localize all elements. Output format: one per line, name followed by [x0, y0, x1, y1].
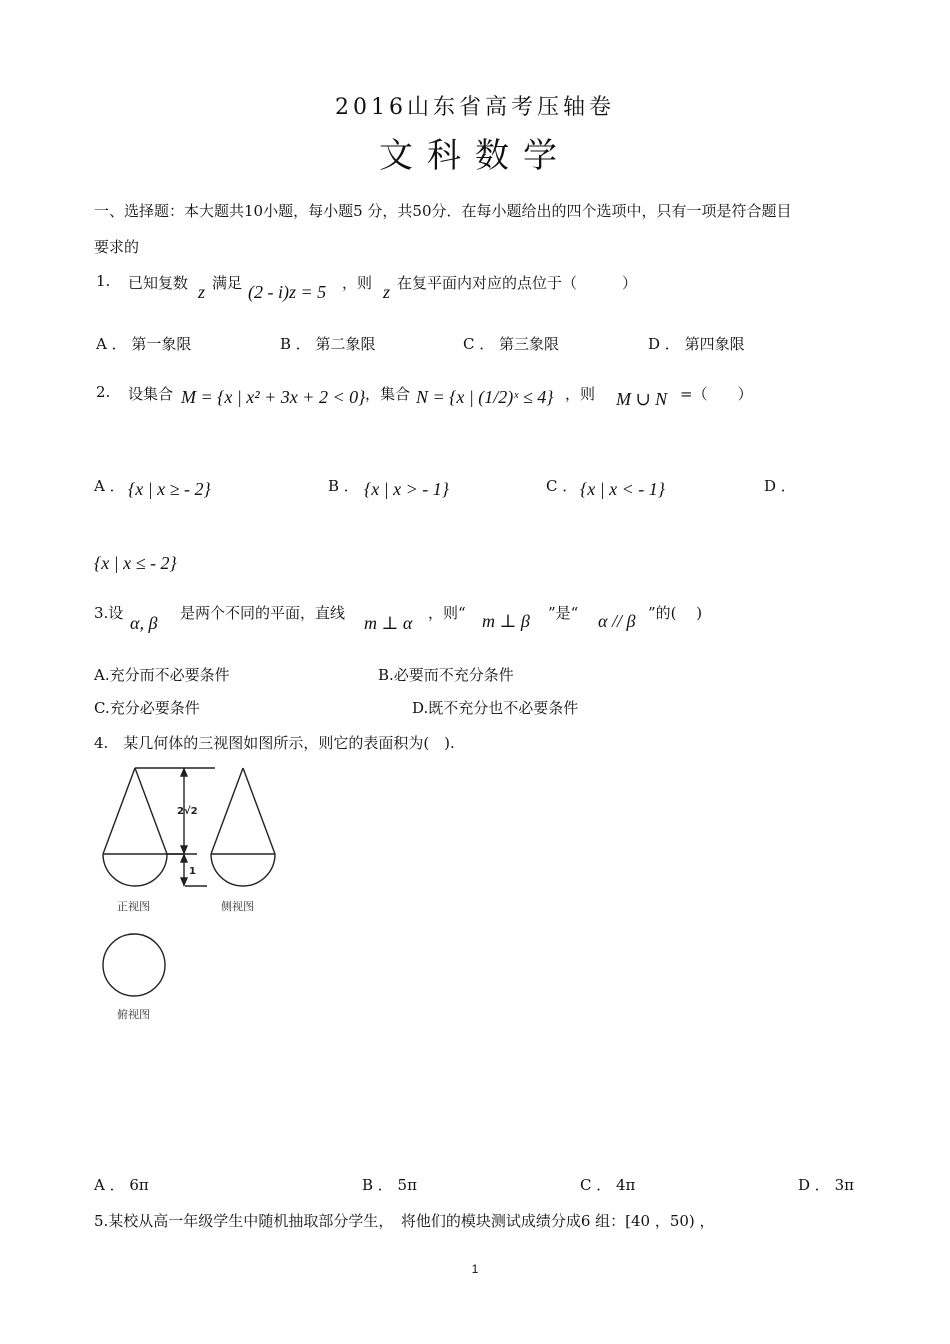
page-number: 1	[471, 1262, 479, 1276]
q1-number: 1.	[96, 272, 111, 290]
section-heading-line2: 要求的	[94, 238, 140, 256]
q3-text-3: ，则“	[428, 604, 466, 622]
q4-option-c: C ． 4π	[580, 1176, 636, 1194]
q1-text-1: 已知复数	[128, 274, 189, 292]
q3-text-2: 是两个不同的平面，直线	[180, 604, 346, 622]
top-view-label: 俯视图	[117, 1008, 150, 1021]
q2-option-d-label: D ．	[764, 477, 796, 495]
q2-text-3: ，则	[565, 385, 596, 403]
top-view	[103, 934, 165, 996]
exam-title: 2016山东省高考压轴卷	[335, 95, 615, 120]
q1-text-3: ，则	[342, 274, 373, 292]
q2-text-2: ，集合	[365, 385, 411, 403]
q2-option-a-set: {x | x ≥ - 2}	[128, 479, 211, 499]
q2-text-4: =（ ）	[680, 385, 753, 403]
q3-option-b: B.必要而不充分条件	[378, 666, 514, 684]
front-view	[103, 768, 215, 886]
q2-number: 2.	[96, 383, 111, 401]
q2-set-m: M = {x | x² + 3x + 2 < 0}	[181, 387, 366, 407]
q1-var-z2: z	[383, 282, 391, 302]
section-heading-line1: 一、选择题：本大题共10小题，每小题5 分，共50分．在每小题给出的四个选项中，只有一项是符合题目	[94, 202, 792, 220]
three-view-figure	[95, 762, 285, 1032]
q5-text: 5.某校从高一年级学生中随机抽取部分学生， 将他们的模块测试成绩分成6 组：[40 ，50) ，	[94, 1212, 715, 1230]
q3-cond-2: α // β	[598, 611, 636, 631]
q4-option-a: A ． 6π	[94, 1176, 149, 1194]
q3-vars: α, β	[130, 613, 158, 633]
dim-label-radius: 1	[189, 866, 196, 877]
q3-text-1: 3.设	[94, 604, 124, 622]
q1-text-2: 满足	[212, 274, 243, 292]
q4-text: 4. 某几何体的三视图如图所示，则它的表面积为( ).	[94, 734, 455, 752]
q3-text-4: ”是“	[548, 604, 579, 622]
dim-label-height: 2√2	[177, 806, 198, 817]
q1-option-a: A ． 第一象限	[96, 335, 192, 353]
q2-option-d-set: {x | x ≤ - 2}	[94, 553, 177, 573]
front-view-label: 正视图	[117, 900, 150, 913]
q1-option-c: C ． 第三象限	[463, 335, 560, 353]
q4-option-d: D ． 3π	[798, 1176, 854, 1194]
side-view	[211, 768, 275, 886]
q2-text-1: 设集合	[128, 385, 174, 403]
q3-option-c: C.充分必要条件	[94, 699, 200, 717]
q3-option-a: A.充分而不必要条件	[94, 666, 230, 684]
q2-union: M ∪ N	[616, 389, 668, 409]
q3-option-d: D.既不充分也不必要条件	[412, 699, 579, 717]
q1-equation: (2 - i)z = 5	[248, 282, 327, 302]
q2-option-b-set: {x | x > - 1}	[364, 479, 449, 499]
q2-option-c-set: {x | x < - 1}	[580, 479, 665, 499]
q3-cond-1: m ⊥ β	[482, 611, 530, 631]
q3-line-cond: m ⊥ α	[364, 613, 413, 633]
q2-set-n: N = {x | (1/2)ˣ ≤ 4}	[416, 387, 554, 407]
q1-var-z: z	[198, 282, 206, 302]
q3-text-5: ”的( )	[648, 604, 703, 622]
q1-text-4: 在复平面内对应的点位于（ ）	[397, 274, 638, 292]
exam-subtitle: 文科数学	[379, 136, 571, 176]
q1-option-b: B ． 第二象限	[280, 335, 376, 353]
q4-option-b: B ． 5π	[362, 1176, 417, 1194]
q2-option-a-label: A ．	[94, 477, 125, 495]
q1-option-d: D ． 第四象限	[648, 335, 745, 353]
side-view-label: 侧视图	[221, 900, 254, 913]
q2-option-c-label: C ．	[546, 477, 578, 495]
q2-option-b-label: B ．	[328, 477, 359, 495]
dimension-lines	[181, 768, 187, 886]
